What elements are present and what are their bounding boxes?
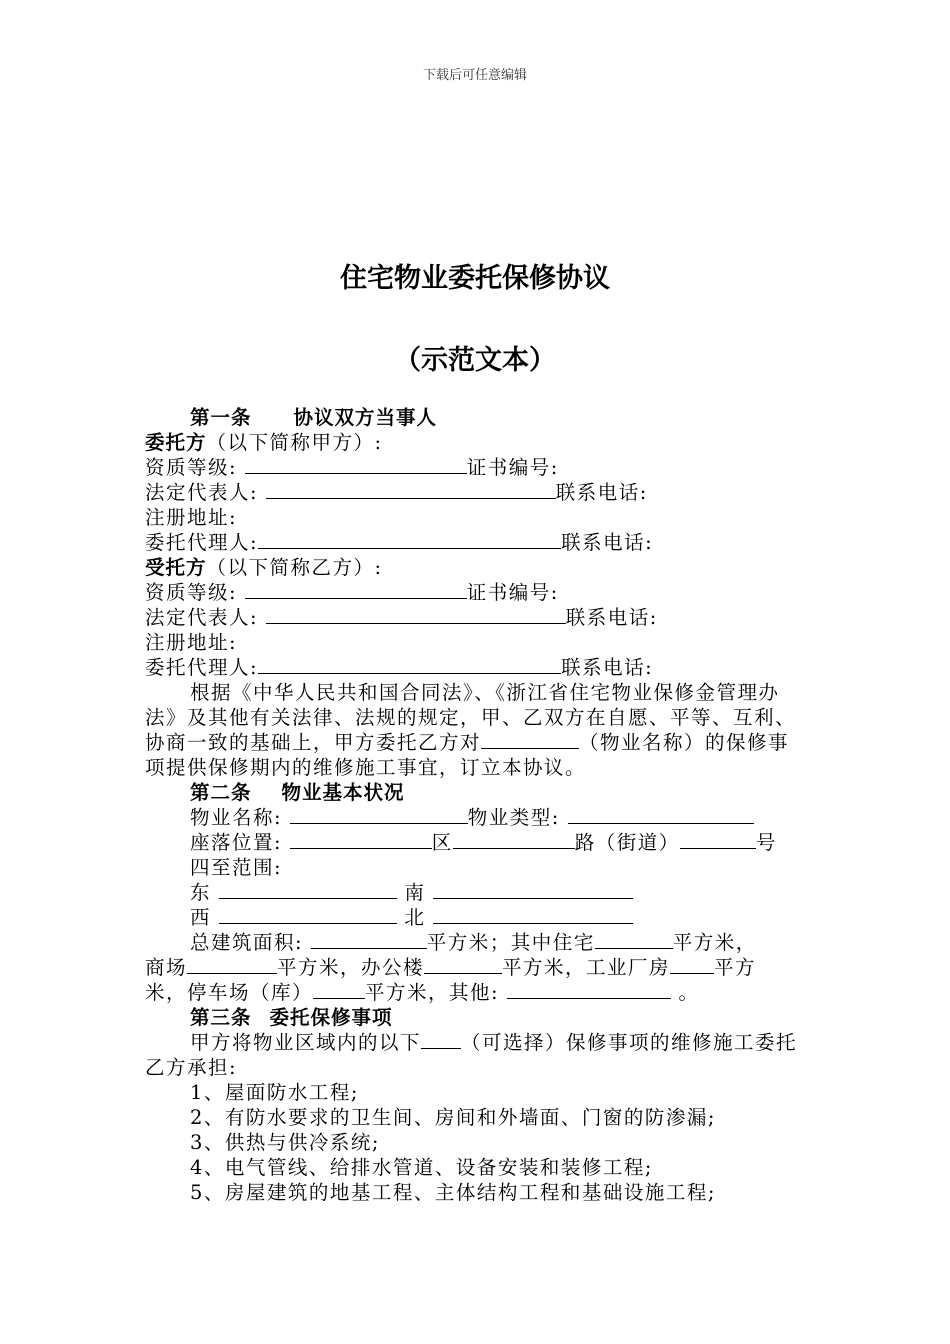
blank-field[interactable]	[219, 880, 397, 899]
blank-field[interactable]	[266, 480, 556, 499]
blank-field[interactable]	[311, 930, 427, 949]
article-2-heading: 第二条 物业基本状况	[190, 781, 405, 804]
blank-field[interactable]	[568, 805, 754, 824]
blank-field[interactable]	[313, 980, 365, 999]
blank-field[interactable]	[453, 830, 575, 849]
area-line-1: 总建筑面积: 平方米；其中住宅 平方米，	[190, 931, 757, 954]
blank-field[interactable]	[421, 1030, 461, 1049]
blank-field[interactable]	[680, 830, 756, 849]
list-item: 5、房屋建筑的地基工程、主体结构工程和基础设施工程;	[190, 1181, 716, 1204]
maintenance-intro: 甲方将物业区域内的以下 （可选择）保修事项的维修施工委托乙方承担:	[145, 1031, 798, 1079]
list-item: 3、供热与供冷系统;	[190, 1131, 380, 1154]
article-1-heading: 第一条 协议双方当事人	[190, 406, 438, 429]
blank-field[interactable]	[187, 955, 277, 974]
location-line: 座落位置: 区 路（街道） 号	[190, 831, 777, 854]
bounds-west-north: 西 北	[145, 905, 810, 930]
party-a-qualification: 资质等级: 证书编号:	[145, 456, 559, 479]
blank-field[interactable]	[245, 580, 467, 599]
party-a-line: 委托方（以下简称甲方）:	[145, 431, 383, 454]
party-b-legal-rep: 法定代表人: 联系电话:	[145, 606, 658, 629]
blank-field[interactable]	[219, 905, 397, 924]
blank-field[interactable]	[258, 655, 561, 674]
blank-field[interactable]	[670, 955, 714, 974]
article-3-heading: 第三条 委托保修事项	[190, 1006, 393, 1029]
area-line-2: 商场 平方米，办公楼 平方米，工业厂房 平方	[145, 956, 757, 979]
document-subtitle: （示范文本）	[394, 345, 556, 376]
blank-field[interactable]	[481, 730, 579, 749]
list-item: 4、电气管线、给排水管道、设备安装和装修工程;	[190, 1156, 653, 1179]
blank-field[interactable]	[245, 455, 467, 474]
blank-field[interactable]	[290, 830, 432, 849]
list-item: 1、屋面防水工程;	[190, 1081, 359, 1104]
blank-field[interactable]	[433, 880, 633, 899]
property-name-line: 物业名称: 物业类型:	[145, 805, 810, 830]
document-title: 住宅物业委托保修协议	[340, 263, 610, 294]
party-a-legal-rep: 法定代表人: 联系电话:	[145, 481, 648, 504]
party-a-label: 委托方	[145, 431, 207, 454]
party-b-address: 注册地址:	[145, 631, 238, 654]
blank-field[interactable]	[290, 805, 468, 824]
party-a-agent: 委托代理人: 联系电话:	[145, 531, 654, 554]
blank-field[interactable]	[433, 905, 633, 924]
blank-field[interactable]	[424, 955, 502, 974]
blank-field[interactable]	[258, 530, 561, 549]
blank-field[interactable]	[266, 605, 566, 624]
party-b-qualification: 资质等级: 证书编号:	[145, 581, 559, 604]
party-a-address: 注册地址:	[145, 506, 238, 529]
list-item: 2、有防水要求的卫生间、房间和外墙面、门窗的防渗漏;	[190, 1106, 716, 1129]
document-body	[145, 405, 810, 1205]
party-b-line: 受托方（以下简称乙方）:	[145, 556, 383, 579]
bounds-line: 四至范围:	[190, 856, 283, 879]
area-line-3: 米，停车场（库） 平方米，其他: 。	[145, 981, 700, 1004]
bounds-east-south: 东 南	[145, 880, 810, 905]
blank-field[interactable]	[595, 930, 673, 949]
download-note: 下载后可任意编辑	[422, 68, 527, 83]
party-b-label: 受托方	[145, 556, 207, 579]
blank-field[interactable]	[507, 980, 671, 999]
preamble-paragraph: 根据《中华人民共和国合同法》、《浙江省住宅物业保修金管理办法》及其他有关法律、法规的规定，甲、乙双方在自愿、平等、互利、协商一致的基础上，甲方委托乙方对 （物业名称）的保修事项提供保修期内的维修施工事宜，订立本协议。	[145, 681, 797, 779]
party-b-agent: 委托代理人: 联系电话:	[145, 656, 654, 679]
